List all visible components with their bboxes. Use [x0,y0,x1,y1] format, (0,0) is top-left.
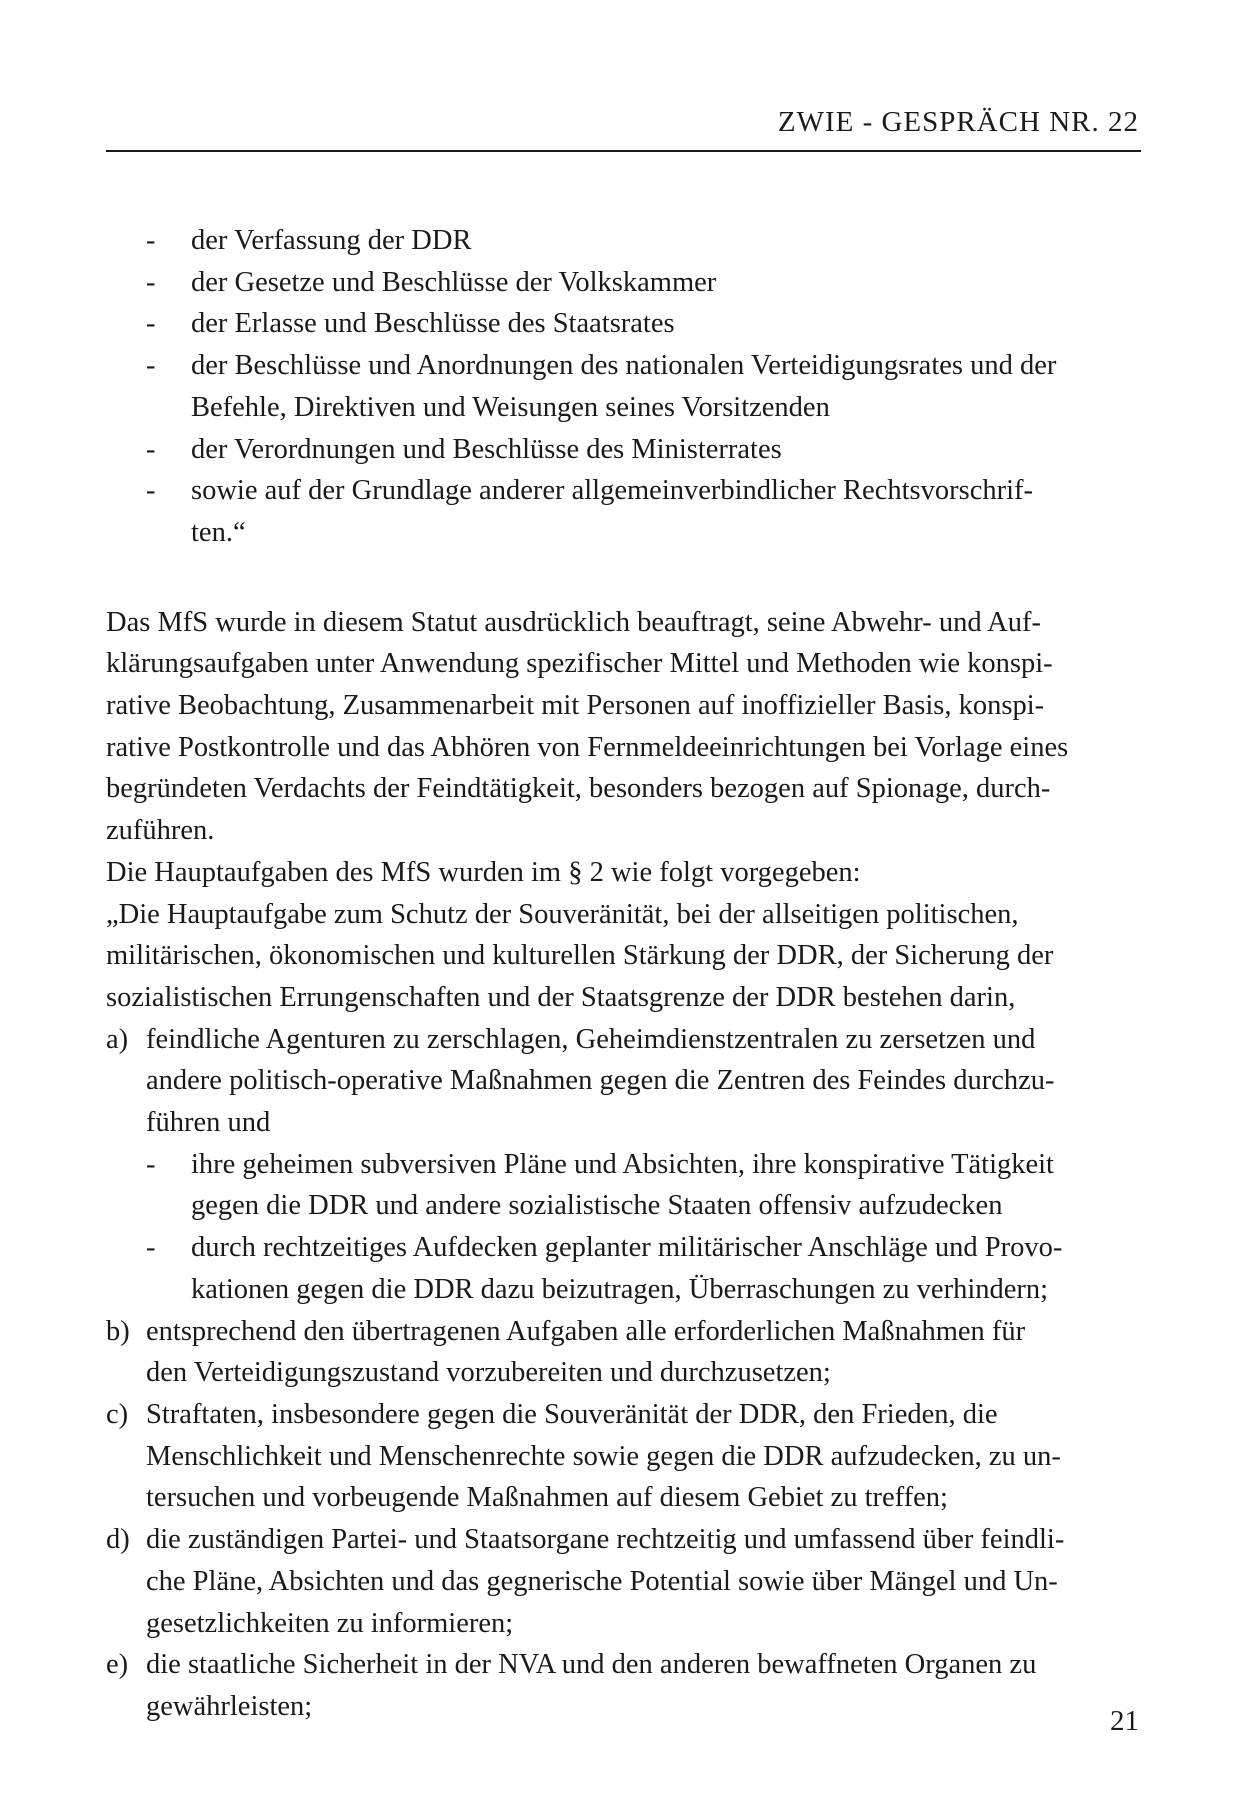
text-line: Das MfS wurde in diesem Statut ausdrücklich beauftragt, seine Abwehr- und Auf- [106,606,1041,638]
text-line: zuführen. [106,815,215,847]
dash-marker: - [146,350,156,382]
list-item-e: e) die staatliche Sicherheit in der NVA und den anderen bewaffneten Organen zu [106,1644,1141,1686]
list-item: - der Gesetze und Beschlüsse der Volkskammer [106,262,1141,304]
list-item-b: b) entsprechend den übertragenen Aufgaben alle erforderlichen Maßnahmen für [106,1311,1141,1353]
list-item-c: c) Straftaten, insbesondere gegen die Souveränität der DDR, den Frieden, die [106,1394,1141,1436]
text-line: tersuchen und vorbeugende Maßnahmen auf diesem Gebiet zu treffen; [146,1482,948,1514]
list-item-continuation: Befehle, Direktiven und Weisungen seines Vorsitzenden [191,391,830,423]
dash-marker: - [146,433,156,465]
dash-marker: - [146,308,156,340]
paragraph [106,852,1141,1019]
text-line: begründeten Verdachts der Feindtätigkeit, besonders bezogen auf Spionage, durch- [106,773,1051,805]
text-line: rative Beobachtung, Zusammenarbeit mit Personen auf inoffizieller Basis, konspi- [106,690,1045,722]
dash-marker: - [146,475,156,507]
sub-list-item: - ihre geheimen subversiven Pläne und Absichten, ihre konspirative Tätigkeit [106,1144,1141,1186]
text-line: rative Postkontrolle und das Abhören von Fernmeldeeinrichtungen bei Vorlage eines [106,731,1069,763]
text-line: kationen gegen die DDR dazu beizutragen, Überraschungen zu verhindern; [191,1273,1049,1305]
dash-marker: - [146,1148,156,1180]
list-item-d: d) die zuständigen Partei- und Staatsorgane rechtzeitig und umfassend über feindli- [106,1519,1141,1561]
text-line: militärischen, ökonomischen und kulturellen Stärkung der DDR, der Sicherung der [106,940,1054,972]
list-item: - sowie auf der Grundlage anderer allgemeinverbindlicher Rechtsvorschrif- [106,470,1141,512]
text-line: sozialistischen Errungenschaften und der Staatsgrenze der DDR bestehen darin, [106,981,1016,1013]
list-item: - der Beschlüsse und Anordnungen des nationalen Verteidigungsrates und der [106,345,1141,387]
body-text [106,220,1141,1728]
item-marker: d) [106,1524,130,1556]
text-line: gewährleisten; [146,1690,313,1722]
quoted-list [106,220,1141,554]
header-rule [106,150,1141,152]
text-line: che Pläne, Absichten und das gegnerische Potential sowie über Mängel und Un- [146,1565,1058,1597]
text-line: führen und [146,1107,271,1139]
list-item: - der Erlasse und Beschlüsse des Staatsrates [106,303,1141,345]
paragraph [106,602,1141,852]
item-marker: a) [106,1023,129,1055]
text-line: den Verteidigungszustand vorzubereiten und durchzusetzen; [146,1357,831,1389]
dash-marker: - [146,1232,156,1264]
lettered-list [106,1019,1141,1728]
page-number: 21 [1110,1705,1139,1737]
list-item: - der Verfassung der DDR [106,220,1141,262]
running-header: ZWIE - GESPRÄCH NR. 22 [777,106,1139,138]
dash-marker: - [146,266,156,298]
list-item-continuation: ten.“ [191,516,246,548]
dash-marker: - [146,225,156,256]
text-line: Menschlichkeit und Menschenrechte sowie gegen die DDR aufzudecken, zu un- [146,1440,1061,1472]
item-marker: c) [106,1398,129,1430]
sub-list-item: - durch rechtzeitiges Aufdecken geplanter militärischer Anschläge und Provo- [106,1227,1141,1269]
item-marker: b) [106,1315,130,1347]
list-item-a: a) feindliche Agenturen zu zerschlagen, Geheimdienstzentralen zu zersetzen und [106,1019,1141,1061]
text-line: gesetzlichkeiten zu informieren; [146,1607,514,1639]
text-line: Die Hauptaufgaben des MfS wurden im § 2 wie folgt vorgegeben: [106,856,861,888]
item-marker: e) [106,1649,129,1681]
list-item: - der Verordnungen und Beschlüsse des Ministerrates [106,429,1141,471]
text-line: „Die Hauptaufgabe zum Schutz der Souveränität, bei der allseitigen politischen, [106,898,1019,930]
text-line: gegen die DDR und andere sozialistische Staaten offensiv aufzudecken [191,1190,1003,1222]
text-line: klärungsaufgaben unter Anwendung spezifischer Mittel und Methoden wie konspi- [106,648,1053,680]
text-line: andere politisch-operative Maßnahmen gegen die Zentren des Feindes durchzu- [146,1065,1055,1097]
paragraph-gap [106,554,1141,602]
